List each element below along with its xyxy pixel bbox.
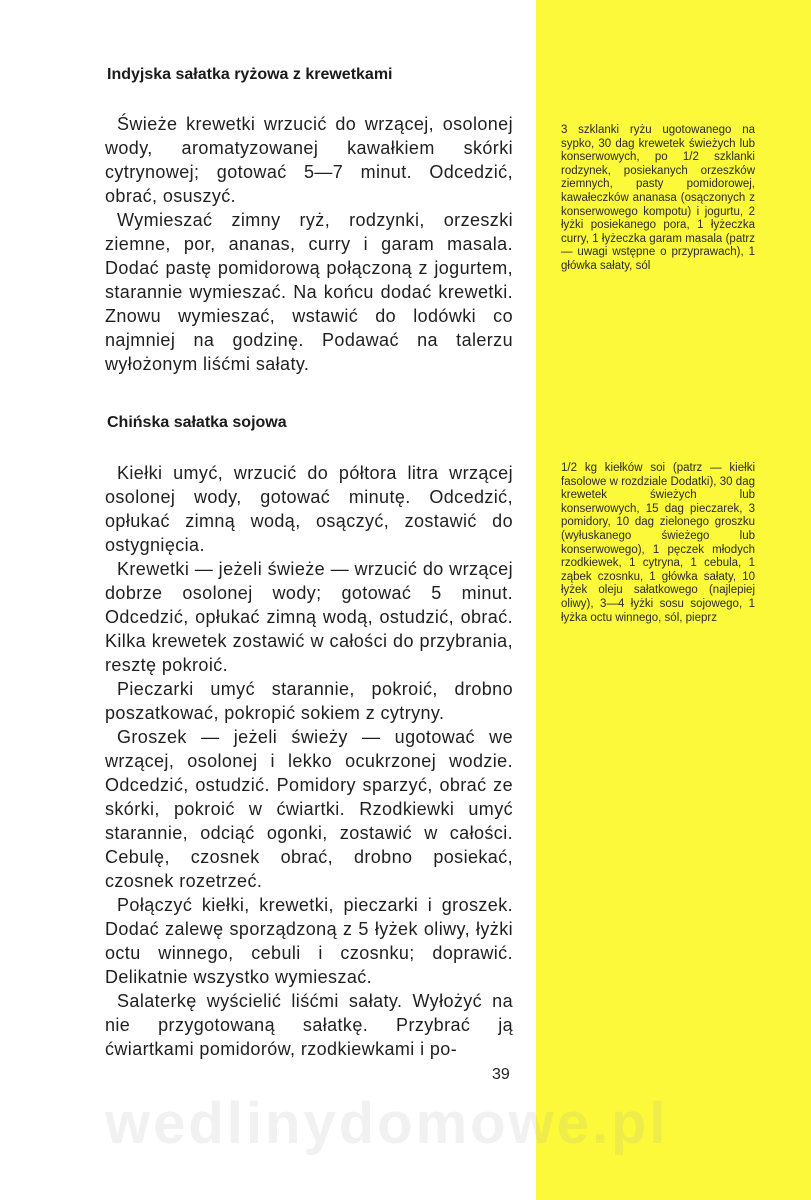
recipe2-ingredients: 1/2 kg kiełków soi (patrz — kiełki fasolowe w rozdziale Dodatki), 30 dag krewetek świeżych lub konserwowych, 15 dag pieczarek, 3 pomidory, 10 dag zielonego groszku (wyłuskanego świeżego lub konserwowego), 1 pęczek młodych rzodkiewek, 1 cytryna, 1 cebula, 1 ząbek czosnku, 1 główka sałaty, 10 łyżek oleju sałatkowego (najlepiej oliwy), 3—4 łyżki sosu sojowego, 1 łyżka octu winnego, sól, pieprz [561,462,755,624]
recipe1-paragraph: Świeże krewetki wrzucić do wrzącej, osolonej wody, aromatyzowanej kawałkiem skórki cytrynowej; gotować 5—7 minut. Odcedzić, obrać, osuszyć. [105,114,513,206]
page-number: 39 [492,1066,510,1083]
recipe1-title: Indyjska sałatka ryżowa z krewetkami [107,66,393,83]
recipe2-paragraph: Połączyć kiełki, krewetki, pieczarki i groszek. Dodać zalewę sporządzoną z 5 łyżek oliwy, łyżki octu winnego, cebuli i czosnku; doprawić. Delikatnie wszystko wymieszać. [105,895,513,987]
recipe2-paragraph: Kiełki umyć, wrzucić do półtora litra wrzącej osolonej wody, gotować minutę. Odcedzić, opłukać zimną wodą, osączyć, zostawić do ostygnięcia. [105,463,513,555]
watermark: wedlinydomowe.pl [105,1091,669,1156]
recipe2-paragraph: Krewetki — jeżeli świeże — wrzucić do wrzącej dobrze osolonej wody; gotować 5 minut. Odcedzić, opłukać zimną wodą, ostudzić, obrać. Kilka krewetek zostawić w całości do przybrania, resztę pokroić. [105,559,513,675]
recipe2-paragraph: Groszek — jeżeli świeży — ugotować we wrzącej, osolonej i lekko ocukrzonej wodzie. Odcedzić, ostudzić. Pomidory sparzyć, obrać ze skórki, pokroić w ćwiartki. Rzodkiewki umyć starannie, odciąć ogonki, zostawić w całości. Cebulę, czosnek obrać, drobno posiekać, czosnek rozetrzeć. [105,727,513,891]
recipe1-paragraph: Wymieszać zimny ryż, rodzynki, orzeszki ziemne, por, ananas, curry i garam masala. Dodać pastę pomidorową połączoną z jogurtem, starannie wymieszać. Na końcu dodać krewetki. Znowu wymieszać, wstawić do lodówki co najmniej na godzinę. Podawać na talerzu wyłożonym liśćmi sałaty. [105,210,513,374]
recipe1-ingredients: 3 szklanki ryżu ugotowanego na sypko, 30 dag krewetek świeżych lub konserwowych, po 1/2 szklanki rodzynek, posiekanych orzeszków ziemnych, pasty pomidorowej, kawałeczków ananasa (osączonych z konserwowego kompotu) i jogurtu, 2 łyżki posiekanego pora, 1 łyżeczka curry, 1 łyżeczka garam masala (patrz — uwagi wstępne o przyprawach), 1 główka sałaty, sól [561,124,755,272]
recipe2-paragraph: Salaterkę wyścielić liśćmi sałaty. Wyłożyć na nie przygotowaną sałatkę. Przybrać ją ćwiartkami pomidorów, rzodkiewkami i po- [105,991,513,1059]
recipe2-instructions [105,461,513,1061]
recipe1-instructions [105,112,513,376]
recipe2-title: Chińska sałatka sojowa [107,414,287,431]
recipe2-paragraph: Pieczarki umyć starannie, pokroić, drobno poszatkować, pokropić sokiem z cytryny. [105,679,513,723]
